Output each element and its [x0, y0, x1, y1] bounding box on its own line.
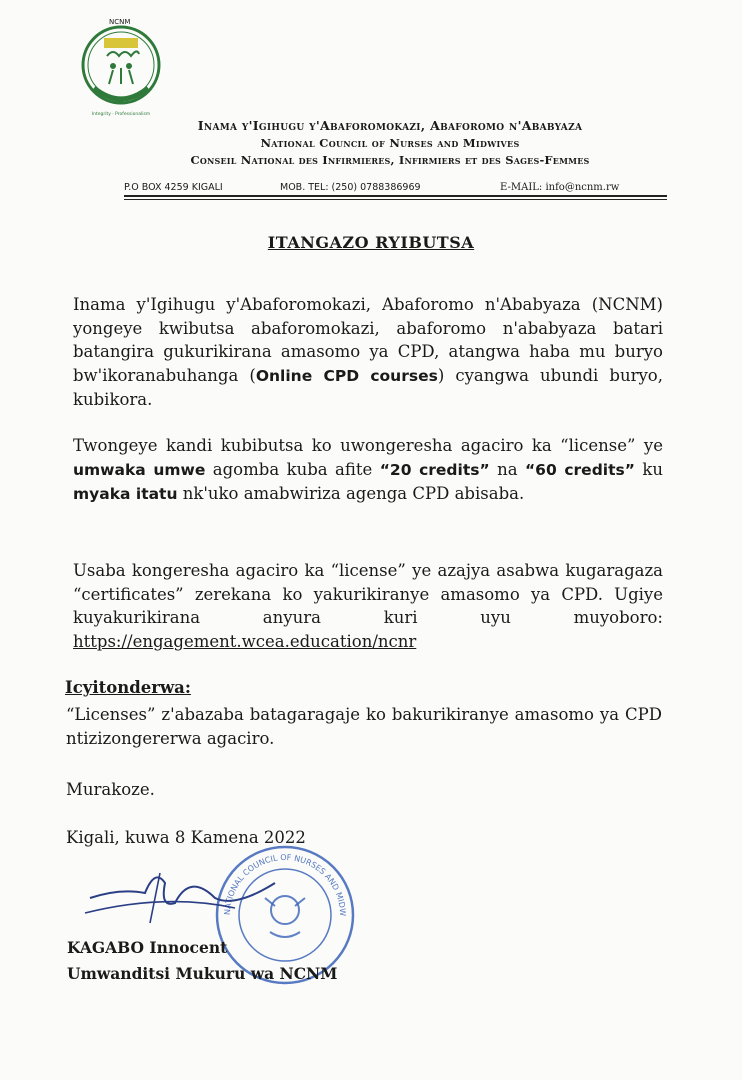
- p2-text-e: nk'uko amabwiriza agenga CPD abisaba.: [177, 484, 525, 503]
- p2-text-b: agomba kuba afite: [205, 459, 380, 479]
- header-rule-thick: [124, 195, 667, 197]
- closing: Murakoze.: [66, 780, 155, 799]
- ncnm-logo: [80, 8, 162, 123]
- p2-text-c: na: [489, 459, 525, 479]
- p2-text-d: ku: [634, 459, 663, 479]
- stamp-text: NATIONAL COUNCIL OF NURSES AND MIDW: [222, 852, 348, 917]
- paragraph-2: [73, 434, 663, 507]
- paragraph-3: [73, 559, 663, 653]
- logo-text: NCNM: [109, 18, 131, 26]
- p2-text-a: Twongeye kandi kubibutsa ko uwongeresha agaciro ka “license” ye: [73, 436, 663, 455]
- document-title: ITANGAZO RYIBUTSA: [267, 233, 475, 252]
- header-rule-thin: [124, 199, 667, 200]
- letterhead: [110, 118, 670, 167]
- cpd-link[interactable]: https://engagement.wcea.education/ncnr: [73, 631, 417, 651]
- p2-bold-umwaka-umwe: umwaka umwe: [73, 460, 206, 479]
- handwritten-signature: [80, 858, 300, 938]
- p1-text-b: ) cyangwa ubundi buryo, kubikora.: [73, 365, 663, 409]
- paragraph-1: [73, 293, 663, 412]
- logo-motto: Integrity · Professionalism: [91, 112, 151, 117]
- mobile-phone: MOB. TEL: (250) 0788386969: [280, 182, 421, 193]
- signatory-name: KAGABO Innocent: [67, 938, 228, 957]
- note-heading: Icyitonderwa:: [65, 678, 191, 697]
- p2-bold-20-credits: “20 credits”: [379, 460, 490, 479]
- org-name-english: National Council of Nurses and Midwives: [260, 136, 520, 150]
- note-text: “Licenses” z'abazaba batagaragaje ko bakurikiranye amasomo ya CPD ntizizongererwa agaciro.: [66, 705, 662, 748]
- p1-bold-online-cpd: Online CPD courses: [255, 366, 438, 385]
- org-name-french: Conseil National des Infirmieres, Infirmiers et des Sages-Femmes: [190, 153, 590, 167]
- email: E-MAIL: info@ncnm.rw: [500, 182, 620, 193]
- p1-text-a: Inama y'Igihugu y'Abaforomokazi, Abaforomo n'Ababyaza (NCNM) yongeye kwibutsa abaforomokazi, abaforomo n'ababyaza batari batangira gukurikirana amasomo ya CPD, atangwa haba mu buryo bw'ikoranabuhanga (: [73, 295, 663, 385]
- p3-text-a: Usaba kongeresha agaciro ka “license” ye azajya asabwa kugaragaza “certificates” zerekana ko yakurikiranye amasomo ya CPD. Ugiye kuyakurikirana anyura kuri uyu muyoboro:: [73, 561, 663, 627]
- po-box: P.O BOX 4259 KIGALI: [124, 182, 223, 193]
- signatory-role: Umwanditsi Mukuru wa NCNM: [67, 964, 338, 983]
- p2-bold-60-credits: “60 credits”: [525, 460, 635, 479]
- org-name-kinyarwanda: Inama y'Igihugu y'Abaforomokazi, Abaforomo n'Ababyaza: [197, 118, 583, 133]
- p2-bold-myaka-itatu: myaka itatu: [73, 485, 178, 503]
- dateline: Kigali, kuwa 8 Kamena 2022: [66, 828, 306, 847]
- contact-row: [124, 182, 664, 193]
